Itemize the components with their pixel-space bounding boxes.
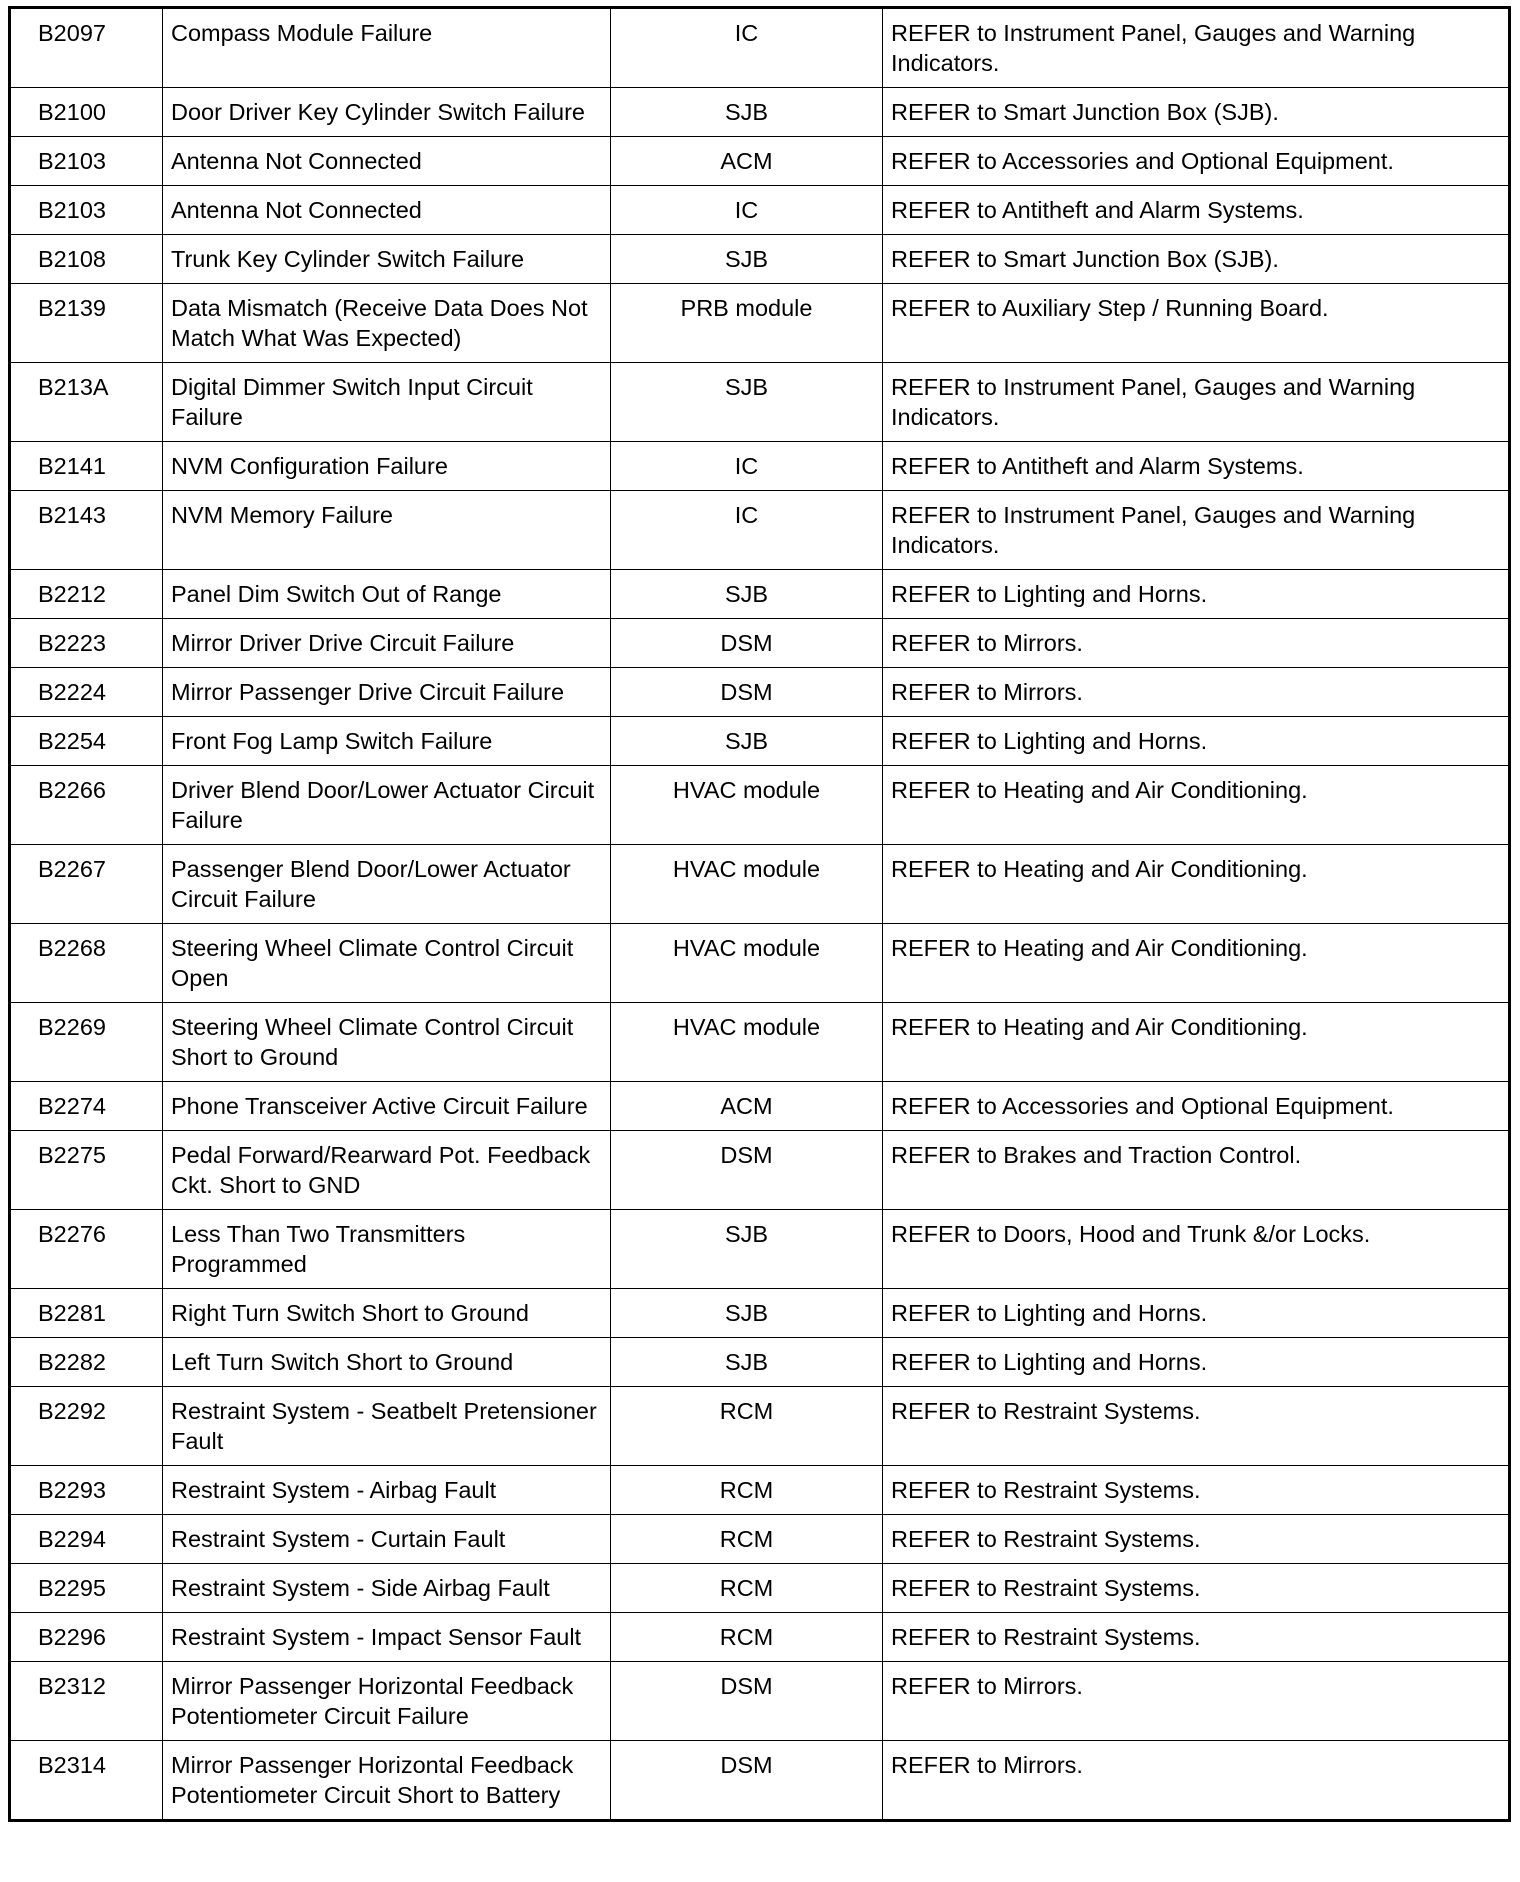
module-cell: IC [611, 8, 883, 88]
action-cell: REFER to Brakes and Traction Control. [883, 1131, 1510, 1210]
dtc-code-cell: B2143 [10, 491, 163, 570]
description-cell: Left Turn Switch Short to Ground [163, 1338, 611, 1387]
dtc-code-cell: B2267 [10, 845, 163, 924]
dtc-code-cell: B2108 [10, 235, 163, 284]
module-cell: IC [611, 442, 883, 491]
table-row [10, 186, 1510, 235]
action-cell: REFER to Mirrors. [883, 619, 1510, 668]
action-cell: REFER to Lighting and Horns. [883, 1338, 1510, 1387]
module-cell: SJB [611, 570, 883, 619]
module-cell: SJB [611, 235, 883, 284]
dtc-table [8, 6, 1511, 1822]
action-cell: REFER to Smart Junction Box (SJB). [883, 88, 1510, 137]
dtc-code-cell: B2294 [10, 1515, 163, 1564]
table-row [10, 668, 1510, 717]
table-row [10, 570, 1510, 619]
description-cell: Mirror Passenger Drive Circuit Failure [163, 668, 611, 717]
action-cell: REFER to Heating and Air Conditioning. [883, 766, 1510, 845]
module-cell: DSM [611, 1131, 883, 1210]
dtc-code-cell: B2103 [10, 137, 163, 186]
description-cell: Less Than Two Transmitters Programmed [163, 1210, 611, 1289]
module-cell: RCM [611, 1515, 883, 1564]
description-cell: NVM Memory Failure [163, 491, 611, 570]
table-row [10, 1338, 1510, 1387]
dtc-code-cell: B2103 [10, 186, 163, 235]
dtc-code-cell: B2212 [10, 570, 163, 619]
dtc-code-cell: B2292 [10, 1387, 163, 1466]
dtc-code-cell: B2293 [10, 1466, 163, 1515]
dtc-code-cell: B2296 [10, 1613, 163, 1662]
dtc-table-body [10, 8, 1510, 1821]
module-cell: RCM [611, 1466, 883, 1515]
module-cell: RCM [611, 1564, 883, 1613]
dtc-code-cell: B2282 [10, 1338, 163, 1387]
description-cell: Right Turn Switch Short to Ground [163, 1289, 611, 1338]
table-row [10, 1387, 1510, 1466]
module-cell: ACM [611, 137, 883, 186]
description-cell: Restraint System - Seatbelt Pretensioner Fault [163, 1387, 611, 1466]
action-cell: REFER to Heating and Air Conditioning. [883, 924, 1510, 1003]
dtc-code-cell: B2314 [10, 1741, 163, 1821]
module-cell: HVAC module [611, 1003, 883, 1082]
table-row [10, 1564, 1510, 1613]
action-cell: REFER to Mirrors. [883, 1741, 1510, 1821]
table-row [10, 442, 1510, 491]
table-row [10, 766, 1510, 845]
description-cell: Steering Wheel Climate Control Circuit Short to Ground [163, 1003, 611, 1082]
action-cell: REFER to Instrument Panel, Gauges and Warning Indicators. [883, 8, 1510, 88]
description-cell: NVM Configuration Failure [163, 442, 611, 491]
description-cell: Digital Dimmer Switch Input Circuit Failure [163, 363, 611, 442]
description-cell: Passenger Blend Door/Lower Actuator Circuit Failure [163, 845, 611, 924]
table-row [10, 1289, 1510, 1338]
description-cell: Compass Module Failure [163, 8, 611, 88]
description-cell: Pedal Forward/Rearward Pot. Feedback Ckt. Short to GND [163, 1131, 611, 1210]
module-cell: SJB [611, 717, 883, 766]
action-cell: REFER to Heating and Air Conditioning. [883, 845, 1510, 924]
table-row [10, 88, 1510, 137]
dtc-code-cell: B2312 [10, 1662, 163, 1741]
module-cell: SJB [611, 88, 883, 137]
module-cell: IC [611, 186, 883, 235]
description-cell: Restraint System - Impact Sensor Fault [163, 1613, 611, 1662]
table-row [10, 619, 1510, 668]
action-cell: REFER to Heating and Air Conditioning. [883, 1003, 1510, 1082]
dtc-code-cell: B2100 [10, 88, 163, 137]
description-cell: Driver Blend Door/Lower Actuator Circuit Failure [163, 766, 611, 845]
dtc-code-cell: B2223 [10, 619, 163, 668]
dtc-code-cell: B2097 [10, 8, 163, 88]
action-cell: REFER to Antitheft and Alarm Systems. [883, 186, 1510, 235]
table-row [10, 1003, 1510, 1082]
table-row [10, 363, 1510, 442]
module-cell: SJB [611, 1210, 883, 1289]
module-cell: SJB [611, 363, 883, 442]
action-cell: REFER to Restraint Systems. [883, 1515, 1510, 1564]
table-row [10, 845, 1510, 924]
dtc-code-cell: B2276 [10, 1210, 163, 1289]
description-cell: Antenna Not Connected [163, 186, 611, 235]
dtc-code-cell: B2268 [10, 924, 163, 1003]
action-cell: REFER to Restraint Systems. [883, 1466, 1510, 1515]
table-row [10, 1662, 1510, 1741]
description-cell: Door Driver Key Cylinder Switch Failure [163, 88, 611, 137]
action-cell: REFER to Instrument Panel, Gauges and Warning Indicators. [883, 363, 1510, 442]
description-cell: Phone Transceiver Active Circuit Failure [163, 1082, 611, 1131]
module-cell: HVAC module [611, 766, 883, 845]
description-cell: Restraint System - Curtain Fault [163, 1515, 611, 1564]
action-cell: REFER to Restraint Systems. [883, 1613, 1510, 1662]
description-cell: Mirror Passenger Horizontal Feedback Potentiometer Circuit Failure [163, 1662, 611, 1741]
dtc-code-cell: B2269 [10, 1003, 163, 1082]
action-cell: REFER to Mirrors. [883, 1662, 1510, 1741]
description-cell: Mirror Driver Drive Circuit Failure [163, 619, 611, 668]
table-row [10, 1515, 1510, 1564]
module-cell: DSM [611, 619, 883, 668]
action-cell: REFER to Accessories and Optional Equipment. [883, 1082, 1510, 1131]
description-cell: Steering Wheel Climate Control Circuit Open [163, 924, 611, 1003]
table-row [10, 1613, 1510, 1662]
dtc-code-cell: B2139 [10, 284, 163, 363]
table-row [10, 235, 1510, 284]
table-row [10, 1082, 1510, 1131]
action-cell: REFER to Lighting and Horns. [883, 717, 1510, 766]
table-row [10, 137, 1510, 186]
dtc-code-cell: B2274 [10, 1082, 163, 1131]
module-cell: IC [611, 491, 883, 570]
description-cell: Data Mismatch (Receive Data Does Not Match What Was Expected) [163, 284, 611, 363]
table-row [10, 8, 1510, 88]
action-cell: REFER to Restraint Systems. [883, 1387, 1510, 1466]
dtc-code-cell: B2281 [10, 1289, 163, 1338]
module-cell: HVAC module [611, 924, 883, 1003]
action-cell: REFER to Lighting and Horns. [883, 1289, 1510, 1338]
table-row [10, 284, 1510, 363]
module-cell: DSM [611, 1662, 883, 1741]
description-cell: Panel Dim Switch Out of Range [163, 570, 611, 619]
table-row [10, 1210, 1510, 1289]
module-cell: SJB [611, 1289, 883, 1338]
module-cell: RCM [611, 1387, 883, 1466]
dtc-code-cell: B2141 [10, 442, 163, 491]
dtc-code-cell: B2275 [10, 1131, 163, 1210]
action-cell: REFER to Mirrors. [883, 668, 1510, 717]
dtc-code-cell: B2224 [10, 668, 163, 717]
table-row [10, 924, 1510, 1003]
description-cell: Restraint System - Airbag Fault [163, 1466, 611, 1515]
table-row [10, 491, 1510, 570]
description-cell: Antenna Not Connected [163, 137, 611, 186]
module-cell: PRB module [611, 284, 883, 363]
action-cell: REFER to Accessories and Optional Equipment. [883, 137, 1510, 186]
action-cell: REFER to Lighting and Horns. [883, 570, 1510, 619]
action-cell: REFER to Smart Junction Box (SJB). [883, 235, 1510, 284]
action-cell: REFER to Antitheft and Alarm Systems. [883, 442, 1510, 491]
description-cell: Mirror Passenger Horizontal Feedback Potentiometer Circuit Short to Battery [163, 1741, 611, 1821]
action-cell: REFER to Restraint Systems. [883, 1564, 1510, 1613]
module-cell: DSM [611, 1741, 883, 1821]
dtc-code-cell: B2266 [10, 766, 163, 845]
action-cell: REFER to Doors, Hood and Trunk &/or Locks. [883, 1210, 1510, 1289]
table-row [10, 717, 1510, 766]
table-row [10, 1466, 1510, 1515]
action-cell: REFER to Auxiliary Step / Running Board. [883, 284, 1510, 363]
dtc-code-cell: B2295 [10, 1564, 163, 1613]
module-cell: RCM [611, 1613, 883, 1662]
dtc-code-cell: B213A [10, 363, 163, 442]
description-cell: Front Fog Lamp Switch Failure [163, 717, 611, 766]
module-cell: ACM [611, 1082, 883, 1131]
description-cell: Restraint System - Side Airbag Fault [163, 1564, 611, 1613]
table-row [10, 1131, 1510, 1210]
table-row [10, 1741, 1510, 1821]
action-cell: REFER to Instrument Panel, Gauges and Warning Indicators. [883, 491, 1510, 570]
module-cell: DSM [611, 668, 883, 717]
module-cell: HVAC module [611, 845, 883, 924]
module-cell: SJB [611, 1338, 883, 1387]
dtc-code-cell: B2254 [10, 717, 163, 766]
description-cell: Trunk Key Cylinder Switch Failure [163, 235, 611, 284]
